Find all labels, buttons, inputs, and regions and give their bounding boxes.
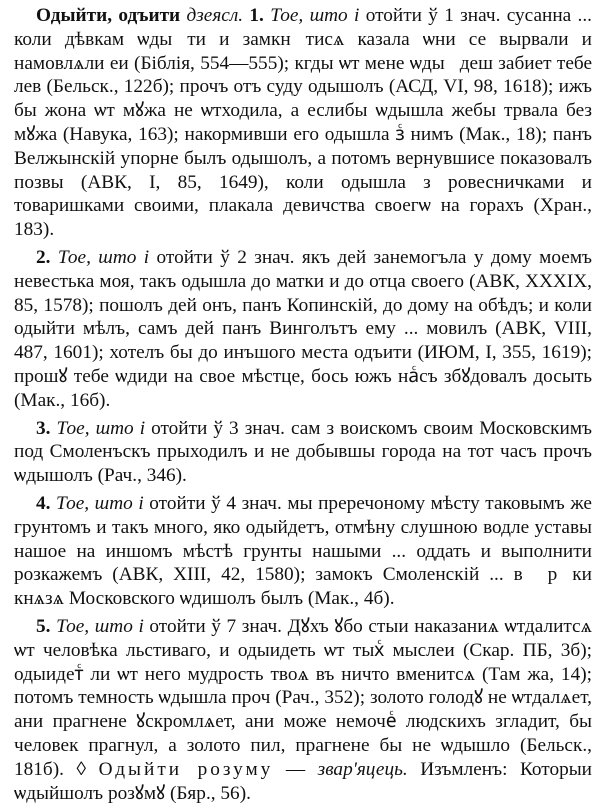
phrase-headword: Одыйти розуму xyxy=(98,758,274,780)
sense-number-2: 2. xyxy=(36,246,51,268)
sense-label-4: Тое, што і xyxy=(56,492,144,514)
sense-number-4: 4. xyxy=(36,492,51,514)
sense-number-3: 3. xyxy=(36,417,51,439)
headword: Одыйти, одъити xyxy=(36,5,181,26)
phrase-tail: Изъмленъ: Которыи ѡдыйшолъ розꙋмꙋ (Бяр., 56). xyxy=(14,758,592,804)
sense-number-1: 1. xyxy=(249,5,264,26)
entry-sense-5: 5. Тое, што і отойти ў 7 знач. Дꙋхъ ꙋбо стыи наказаниѧ ѡтдалитсѧ ѡт человѣка льстиваго, и одыидеть ѡт тыхⷭ мыслеи (Скар. ПБ, 3б); одыидетⷭ ли ѡт него мудрость твоѧ въ ничто вменитсѧ (Там жа, 14); потомъ темность ѡдышла проч (Рач., 352); золото голодꙋ не ѡтдалѧет, ани прагнене ꙋскромлѧет, ани може немочеⷭ людскихъ згладит, бы человек прагнул, а золото пил, прагнене бы не ѡдышло (Бельск., 181б). ◊ Одыйти розуму — звар'яцець. Изъмленъ: Которыи ѡдыйшолъ розꙋмꙋ (Бяр., 56). xyxy=(14,615,592,804)
sense-text-4: отойти ў 4 знач. мы преречоному мѣсту таковымъ же грунтомъ и такъ много, яко одыйдетъ, отмѣну слушною водле уставы нашое на иншомъ мѣстѣ грунты нашыми ... оддать и выполнити розкажемъ (АВК, XIII, 42, 1580); замокъ Смоленскій ... вⷭ рꙋки кнѧзѧ Московского ѡдишолъ былъ (Мак., 4б). xyxy=(14,492,592,610)
sense-text-3: отойти ў 3 знач. сам з воискомъ своим Московскимъ под Смоленъскъ прыходилъ и не добывшы города на тот часъ прочъ ѡдышолъ (Рач., 346). xyxy=(14,417,592,487)
sense-label-5: Тое, што і xyxy=(56,615,144,637)
sense-label-3: Тое, што і xyxy=(56,417,146,439)
part-of-speech: дзеясл. xyxy=(186,5,244,26)
entry-sense-1 xyxy=(14,4,592,242)
entry-sense-4 xyxy=(14,492,592,611)
sense-label-1: Тое, што і xyxy=(270,5,360,26)
sense-text-5: отойти ў 7 знач. Дꙋхъ ꙋбо стыи наказаниѧ ѡтдалитсѧ ѡт человѣка льстиваго, и одыидеть ѡт тыхⷭ мыслеи (Скар. ПБ, 3б); одыидетⷭ ли ѡт него мудрость твоѧ въ ничто вменитсѧ (Там жа, 14); потомъ темность ѡдышла проч (Рач., 352); золото голодꙋ не ѡтдалѧет, ани прагнене ꙋскромлѧет, ани може немочеⷭ людскихъ згладит, бы человек прагнул, а золото пил, прагнене бы не ѡдышло (Бельск., 181б). xyxy=(14,615,592,780)
entry-sense-3 xyxy=(14,417,592,488)
sense-number-5: 5. xyxy=(36,615,51,637)
entry-sense-2 xyxy=(14,246,592,413)
phrase-gloss: звар'яцець. xyxy=(317,758,408,780)
sense-label-2: Тое, што і xyxy=(57,246,150,268)
sense-text-1: отойти ў 1 знач. сусанна ... коли дѣвкам ѡдыⷭти и замкнꙋтисѧ казала ѡни се вырвали и намовлѧли еи (Біблія, 554—555); кгды ѡт мене ѡдыⷭдеш забиет тебе лев (Бельск., 122б); прочъ отъ суду одышолъ (АСД, VI, 98, 1618); ижъ бы жона ѡт мꙋжа не ѡтходила, а еслибы ѡдышла жебы трвала без мꙋжа (Навука, 163); накормивши его одышла зⷭ нимъ (Мак., 18); панъ Велжынскій упорне былъ одышолъ, а потомъ вернувшисе показовалъ позвы (АВК, I, 85, 1649), коли одышла з ровесничками и товаришками своими, плакала девичства своегѡ на горахъ (Хран., 183). xyxy=(14,5,593,241)
phrase-marker: ◊ xyxy=(76,758,87,780)
sense-text-2: отойти ў 2 знач. якъ дей занемогъла у дому моемъ невестька моя, такъ одышла до матки и до отца своего (АВК, XXXIX, 85, 1578); пошолъ дей онъ, панъ Копинскій, до дому на обѣдъ; и коли одыйти мѣлъ, самъ дей панъ Винголътъ ему ... мовилъ (АВК, VIII, 487, 1601); хотелъ бы до инъшого места одъити (ИЮМ, I, 355, 1619); прошꙋ тебе ѡдиди на свое мѣстце, бось южъ наⷭсъ збꙋдовалъ досыть (Мак., 16б). xyxy=(14,246,592,411)
